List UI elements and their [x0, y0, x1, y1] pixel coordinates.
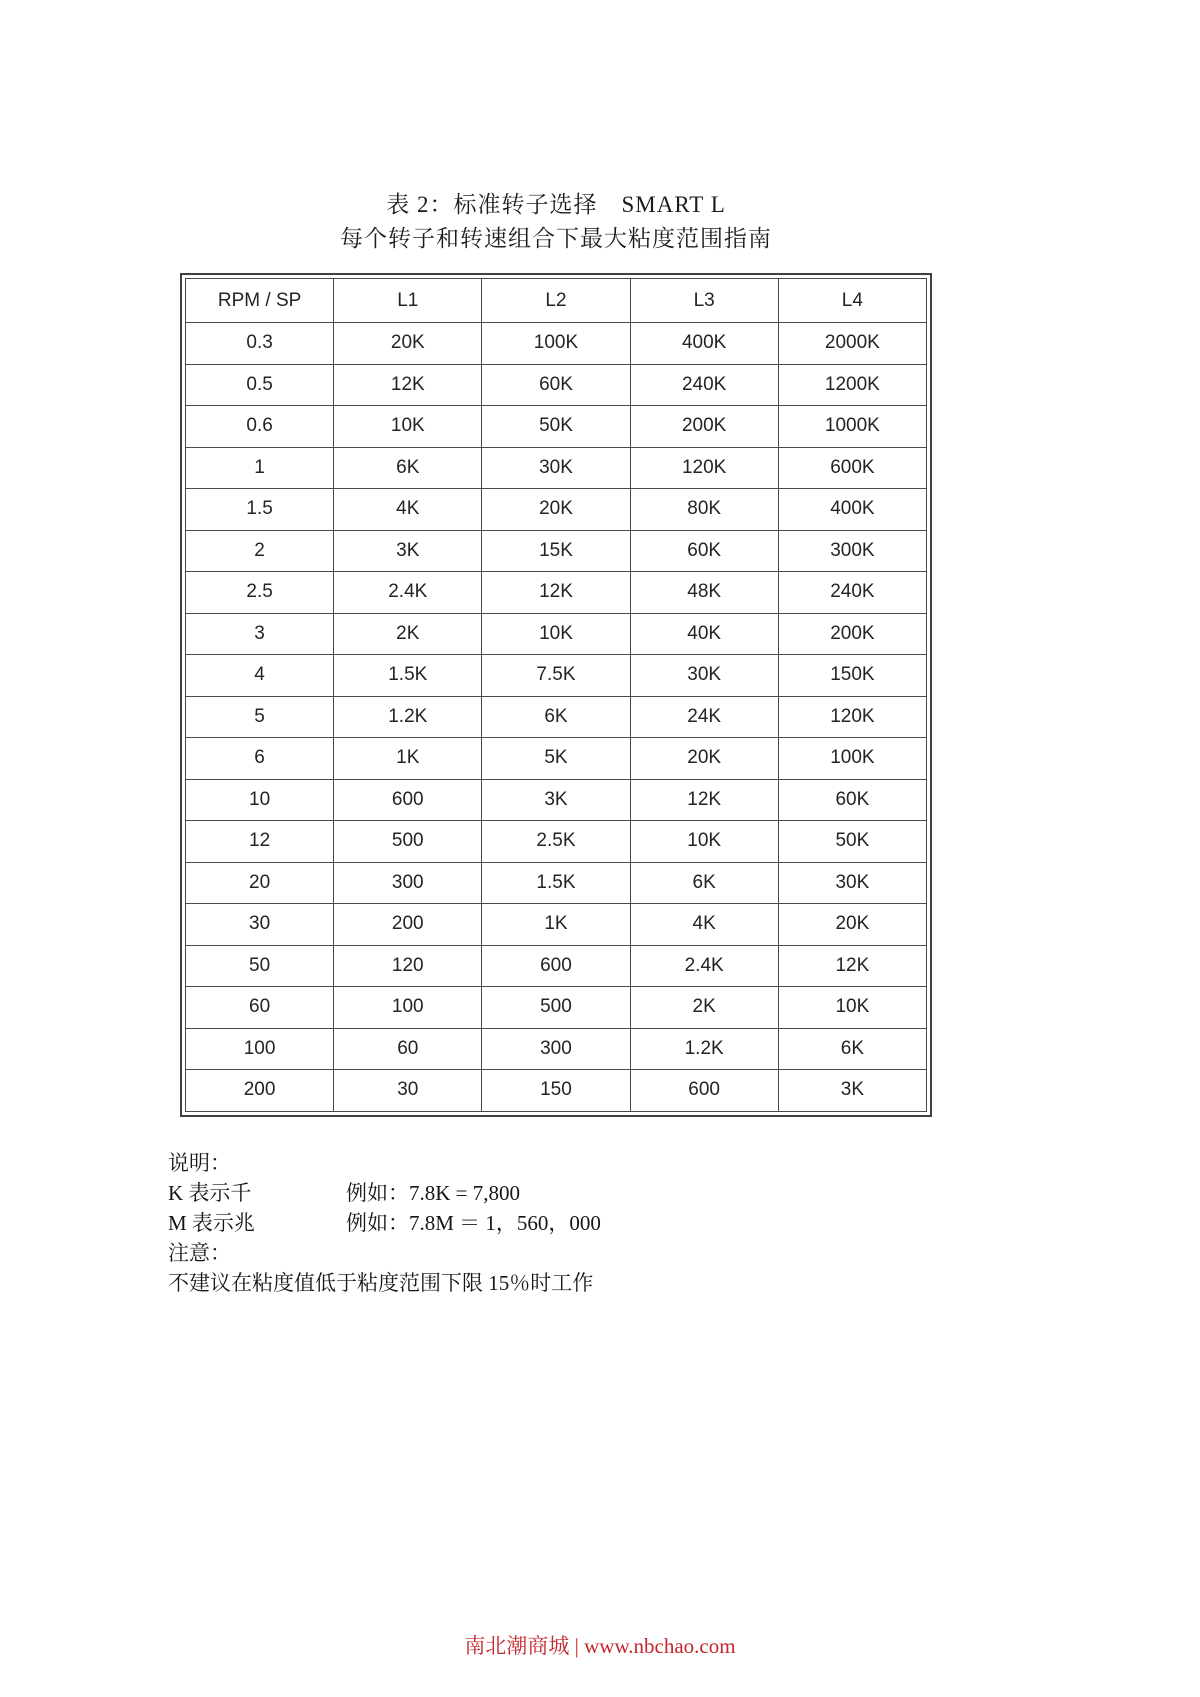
table-row	[186, 530, 927, 572]
table-cell: 2	[186, 530, 334, 572]
table-cell: 15K	[482, 530, 630, 572]
table-header-cell: RPM / SP	[186, 279, 334, 323]
table-cell: 10	[186, 779, 334, 821]
table-row	[186, 945, 927, 987]
table-cell: 30	[186, 904, 334, 946]
table-cell: 7.5K	[482, 655, 630, 697]
table-cell: 12K	[778, 945, 926, 987]
table-cell: 500	[482, 987, 630, 1029]
table-cell: 12	[186, 821, 334, 863]
table-row	[186, 821, 927, 863]
table-cell: 1K	[482, 904, 630, 946]
table-cell: 300	[482, 1028, 630, 1070]
table-cell: 20K	[482, 489, 630, 531]
table-cell: 120K	[630, 447, 778, 489]
table-cell: 0.6	[186, 406, 334, 448]
table-cell: 40K	[630, 613, 778, 655]
table-cell: 2000K	[778, 323, 926, 365]
table-cell: 2.5K	[482, 821, 630, 863]
table-cell: 12K	[630, 779, 778, 821]
table-cell: 6K	[778, 1028, 926, 1070]
table-row	[186, 406, 927, 448]
table-header-cell: L3	[630, 279, 778, 323]
table-cell: 5K	[482, 738, 630, 780]
title-block	[180, 188, 932, 256]
table-cell: 3K	[778, 1070, 926, 1112]
table-cell: 300	[334, 862, 482, 904]
notes-section	[168, 1148, 928, 1298]
table-cell: 1.2K	[334, 696, 482, 738]
table-cell: 20K	[334, 323, 482, 365]
viscosity-table	[180, 273, 932, 1117]
notes-heading: 说明：	[168, 1151, 231, 1175]
table-cell: 240K	[778, 572, 926, 614]
table-cell: 30K	[482, 447, 630, 489]
table-body	[186, 323, 927, 1112]
table-header-cell: L1	[334, 279, 482, 323]
table-row	[186, 696, 927, 738]
table-row	[186, 489, 927, 531]
table-row	[186, 987, 927, 1029]
table-row	[186, 1070, 927, 1112]
table-cell: 240K	[630, 364, 778, 406]
table-header-row	[186, 279, 927, 323]
table-cell: 100	[186, 1028, 334, 1070]
table-cell: 120K	[778, 696, 926, 738]
table-row	[186, 1028, 927, 1070]
table-cell: 150K	[778, 655, 926, 697]
table-row	[186, 904, 927, 946]
table-cell: 60K	[778, 779, 926, 821]
note-row-k	[168, 1178, 928, 1208]
table-cell: 4K	[334, 489, 482, 531]
table-row	[186, 738, 927, 780]
site-footer	[0, 1632, 1200, 1660]
table-cell: 1K	[334, 738, 482, 780]
table-cell: 0.3	[186, 323, 334, 365]
table-cell: 2.5	[186, 572, 334, 614]
table-cell: 200K	[778, 613, 926, 655]
table-cell: 30K	[778, 862, 926, 904]
table-cell: 10K	[778, 987, 926, 1029]
table-cell: 6K	[334, 447, 482, 489]
table-title: 表 2：标准转子选择 SMART L	[386, 192, 726, 217]
table-cell: 1	[186, 447, 334, 489]
table-subtitle: 每个转子和转速组合下最大粘度范围指南	[340, 226, 772, 251]
table-cell: 60	[334, 1028, 482, 1070]
table-cell: 100K	[778, 738, 926, 780]
table-cell: 1200K	[778, 364, 926, 406]
note-m-label: M 表示兆	[168, 1211, 255, 1235]
table-cell: 12K	[482, 572, 630, 614]
table-cell: 50K	[482, 406, 630, 448]
table-row	[186, 613, 927, 655]
table-cell: 400K	[778, 489, 926, 531]
table-cell: 10K	[482, 613, 630, 655]
table-row	[186, 572, 927, 614]
table-cell: 150	[482, 1070, 630, 1112]
table-cell: 120	[334, 945, 482, 987]
table-cell: 400K	[630, 323, 778, 365]
footer-text: 南北潮商城 | www.nbchao.com	[464, 1634, 736, 1658]
table-cell: 4	[186, 655, 334, 697]
table-cell: 600	[482, 945, 630, 987]
table-cell: 6	[186, 738, 334, 780]
table-cell: 200	[186, 1070, 334, 1112]
table-cell: 30K	[630, 655, 778, 697]
table-row	[186, 447, 927, 489]
table-cell: 12K	[334, 364, 482, 406]
table-cell: 200	[334, 904, 482, 946]
table-row	[186, 779, 927, 821]
table-cell: 2K	[630, 987, 778, 1029]
table-cell: 30	[334, 1070, 482, 1112]
table-cell: 3	[186, 613, 334, 655]
table-row	[186, 862, 927, 904]
table-cell: 4K	[630, 904, 778, 946]
notes-warning: 不建议在粘度值低于粘度范围下限 15％时工作	[168, 1271, 594, 1295]
table-row	[186, 364, 927, 406]
table-cell: 5	[186, 696, 334, 738]
table-cell: 20	[186, 862, 334, 904]
table-cell: 50	[186, 945, 334, 987]
note-k-example: 例如：7.8K = 7,800	[346, 1181, 521, 1205]
table-header-cell: L4	[778, 279, 926, 323]
table-cell: 80K	[630, 489, 778, 531]
table-cell: 50K	[778, 821, 926, 863]
note-row-m	[168, 1208, 928, 1238]
table-cell: 60K	[630, 530, 778, 572]
notes-attention-heading: 注意：	[168, 1241, 231, 1265]
table-cell: 6K	[630, 862, 778, 904]
table-cell: 2.4K	[630, 945, 778, 987]
table-cell: 2.4K	[334, 572, 482, 614]
note-k-label: K 表示千	[168, 1181, 252, 1205]
table-cell: 20K	[630, 738, 778, 780]
table-cell: 1.5K	[334, 655, 482, 697]
table-cell: 2K	[334, 613, 482, 655]
table-cell: 3K	[482, 779, 630, 821]
table-cell: 1000K	[778, 406, 926, 448]
table-cell: 1.5K	[482, 862, 630, 904]
table-cell: 10K	[334, 406, 482, 448]
table-cell: 60	[186, 987, 334, 1029]
table-row	[186, 323, 927, 365]
table-cell: 600	[334, 779, 482, 821]
table-cell: 300K	[778, 530, 926, 572]
table-cell: 6K	[482, 696, 630, 738]
table-cell: 600	[630, 1070, 778, 1112]
table-cell: 10K	[630, 821, 778, 863]
table-cell: 100	[334, 987, 482, 1029]
table-cell: 500	[334, 821, 482, 863]
table-cell: 100K	[482, 323, 630, 365]
table-row	[186, 655, 927, 697]
table-cell: 20K	[778, 904, 926, 946]
table-cell: 200K	[630, 406, 778, 448]
table-cell: 1.2K	[630, 1028, 778, 1070]
table-cell: 48K	[630, 572, 778, 614]
table-header-cell: L2	[482, 279, 630, 323]
table-cell: 1.5	[186, 489, 334, 531]
table-cell: 600K	[778, 447, 926, 489]
note-m-example: 例如：7.8M ＝ 1，560，000	[346, 1211, 601, 1235]
table-cell: 0.5	[186, 364, 334, 406]
table-cell: 3K	[334, 530, 482, 572]
table-cell: 60K	[482, 364, 630, 406]
table-cell: 24K	[630, 696, 778, 738]
